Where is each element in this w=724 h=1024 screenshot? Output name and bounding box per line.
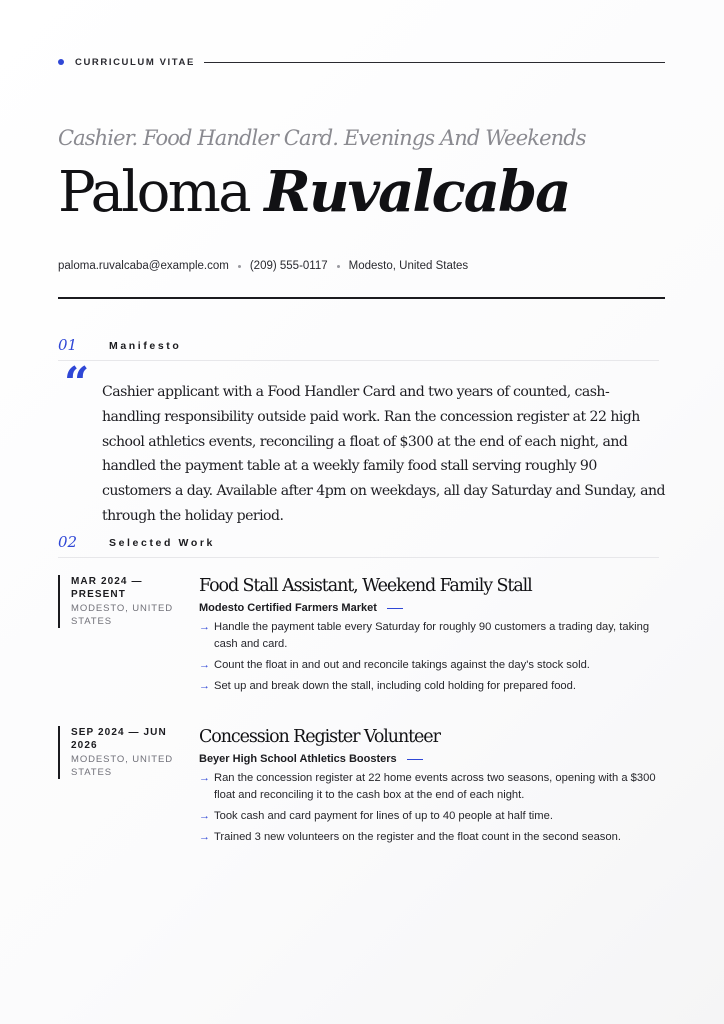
- org-dash-icon: [407, 759, 423, 760]
- arrow-right-icon: →: [199, 772, 210, 784]
- arrow-right-icon: →: [199, 830, 210, 843]
- contact-line: [58, 260, 468, 272]
- section-header-selected-work: [58, 533, 659, 558]
- job-bullet: [199, 657, 665, 674]
- job-body: [199, 575, 665, 699]
- header-divider: [58, 297, 665, 299]
- bullet-text: Ran the concession register at 22 home events across two seasons, opening with a $300 float and reconciling it to the cash box at the end of each night.: [214, 772, 656, 801]
- candidate-name: [58, 159, 570, 225]
- quote-icon: “: [64, 358, 90, 409]
- section-number: 02: [58, 533, 78, 551]
- cv-header-rule: [204, 62, 665, 63]
- job-bullet: [199, 770, 665, 803]
- job-location: MODESTO, UNITED STATES: [71, 754, 173, 778]
- headline-subtitle: Cashier. Food Handler Card. Evenings And Weekends: [58, 126, 586, 150]
- job-org: [199, 602, 665, 614]
- section-title: Manifesto: [109, 340, 182, 352]
- last-name: Ruvalcaba: [264, 159, 570, 225]
- job-bullet: [199, 829, 665, 846]
- job-bullets: [199, 770, 665, 845]
- job-title: Food Stall Assistant, Weekend Family Stall: [199, 576, 532, 596]
- bullet-text: Count the float in and out and reconcile takings against the day's stock sold.: [214, 658, 590, 671]
- bullet-text: Took cash and card payment for lines of up to 40 people at half time.: [214, 809, 553, 822]
- accent-dot-icon: [58, 59, 64, 65]
- job-meta: [58, 726, 191, 779]
- contact-location: Modesto, United States: [348, 260, 469, 272]
- job-dates: MAR 2024 — PRESENT: [71, 576, 143, 600]
- job-title: Concession Register Volunteer: [199, 727, 440, 747]
- job-meta: [58, 575, 191, 628]
- contact-email[interactable]: paloma.ruvalcaba@example.com: [58, 260, 229, 272]
- cv-label: CURRICULUM VITAE: [75, 56, 195, 68]
- job-dates: SEP 2024 — JUN 2026: [71, 727, 167, 751]
- job-bullets: [199, 619, 665, 694]
- bullet-text: Set up and break down the stall, including cold holding for prepared food.: [214, 679, 576, 692]
- section-title: Selected Work: [109, 537, 215, 549]
- arrow-right-icon: →: [199, 621, 210, 633]
- job-body: [199, 726, 665, 850]
- job-location: MODESTO, UNITED STATES: [71, 603, 173, 627]
- job-org-name: Modesto Certified Farmers Market: [199, 602, 377, 614]
- cv-header-bar: [58, 55, 665, 69]
- arrow-right-icon: →: [199, 679, 210, 692]
- bullet-text: Trained 3 new volunteers on the register and the float count in the second season.: [214, 830, 621, 843]
- bullet-text: Handle the payment table every Saturday for roughly 90 customers a trading day, taking cash and card.: [214, 621, 650, 650]
- contact-phone[interactable]: (209) 555-0117: [249, 260, 328, 272]
- job-bullet: [199, 619, 665, 652]
- job-org-name: Beyer High School Athletics Boosters: [199, 753, 397, 765]
- separator-dot-icon: [238, 265, 241, 268]
- arrow-right-icon: →: [199, 658, 210, 671]
- section-number: 01: [58, 336, 78, 354]
- section-header-manifesto: [58, 336, 659, 361]
- arrow-right-icon: →: [199, 809, 210, 822]
- job-org: [199, 753, 665, 765]
- separator-dot-icon: [337, 265, 340, 268]
- job-bullet: [199, 808, 665, 825]
- manifesto-text: Cashier applicant with a Food Handler Card and two years of counted, cash-handling responsibility outside paid work. Ran the concession register at 22 high school athletics events, reconciling a float of $300 at the end of each night, and handled the payment table at a weekly family food stall serving roughly 90 customers a day. Available after 4pm on weekdays, all day Saturday and Sunday, and through the holiday period.: [102, 384, 666, 524]
- job-bullet: [199, 678, 665, 695]
- first-name: Paloma: [58, 160, 250, 225]
- org-dash-icon: [387, 608, 403, 609]
